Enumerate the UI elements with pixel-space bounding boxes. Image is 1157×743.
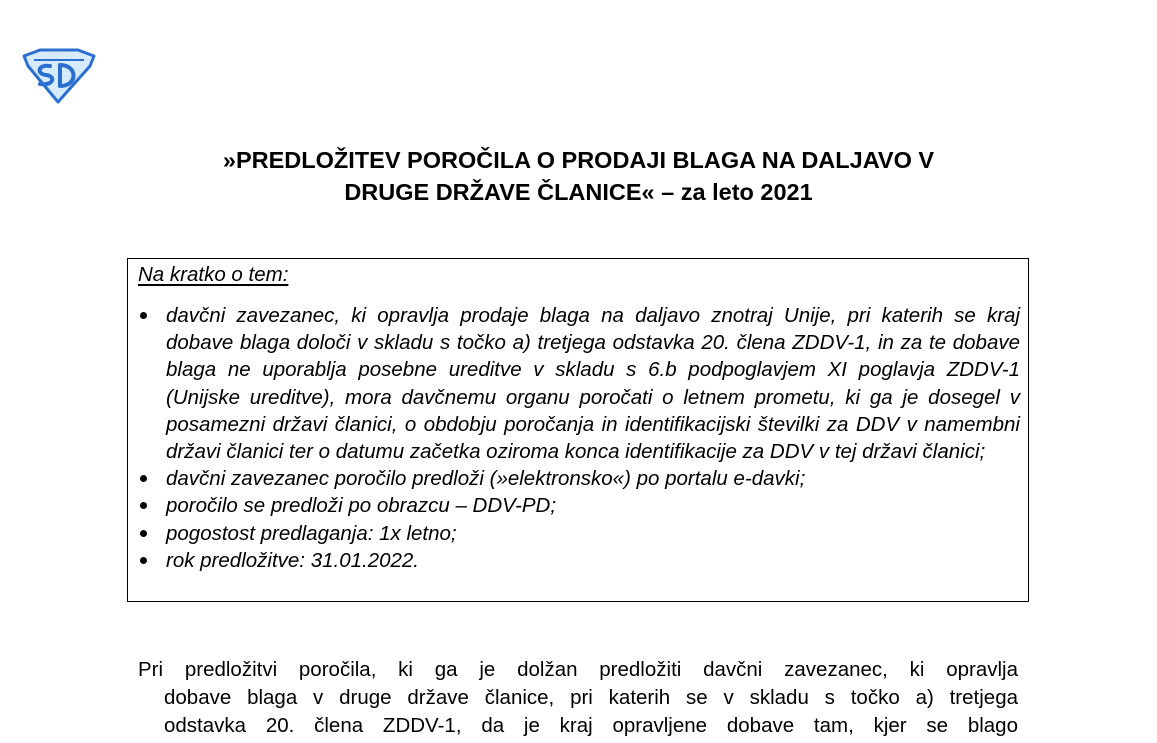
list-item-text: rok predložitve: 31.01.2022. — [166, 548, 419, 572]
bullet-dot-icon — [140, 475, 147, 482]
summary-list — [138, 302, 1020, 574]
list-item — [138, 302, 1020, 465]
document-title — [0, 144, 1157, 208]
bullet-dot-icon — [140, 502, 147, 509]
bullet-dot-icon — [140, 530, 147, 537]
body-line: dobave blaga v druge države članice, pri katerih se v skladu s točko a) tretjega — [164, 686, 1018, 709]
body-line: Pri predložitvi poročila, ki ga je dolžan predložiti davčni zavezanec, ki opravlja — [138, 658, 1018, 681]
list-item — [138, 520, 1020, 547]
list-item-text: davčni zavezanec, ki opravlja prodaje blaga na daljavo znotraj Unije, pri katerih se kraj dobave blaga določi v skladu s točko a) tretjega odstavka 20. člena ZDDV-1, in za te dobave blaga ne uporablja posebne ureditve v skladu s 6.b podpoglavjem XI poglavja ZDDV-1 (Unijske ureditve), mora davčnemu organu poročati o letnem prometu, ki ga je dosegel v posamezni državi članici, o obdobju poročanja in identifikacijski številki za DDV v namembni državi članici ter o datumu začetka oziroma konca identifikacije za DDV v tej državi članici; — [166, 304, 1020, 464]
body-line: odstavka 20. člena ZDDV-1, da je kraj opravljene dobave tam, kjer se blago — [164, 714, 1018, 737]
list-item-text: poročilo se predloži po obrazcu – DDV-PD; — [166, 494, 557, 518]
sd-shield-logo-icon — [20, 48, 98, 104]
summary-heading: Na kratko o tem: — [138, 263, 289, 286]
list-item — [138, 492, 1020, 519]
document-title-line-2: DRUGE DRŽAVE ČLANICE« – za leto 2021 — [344, 179, 813, 205]
list-item-text: davčni zavezanec poročilo predloži (»elektronsko«) po portalu e-davki; — [166, 467, 806, 491]
list-item — [138, 465, 1020, 492]
document-title-line-1: »PREDLOŽITEV POROČILA O PRODAJI BLAGA NA DALJAVO V — [222, 147, 935, 173]
bullet-dot-icon — [140, 312, 147, 319]
list-item-text: pogostost predlaganja: 1x letno; — [166, 521, 457, 545]
body-paragraph — [138, 656, 1018, 740]
bullet-dot-icon — [140, 557, 147, 564]
summary-box — [127, 258, 1029, 602]
list-item — [138, 547, 1020, 574]
